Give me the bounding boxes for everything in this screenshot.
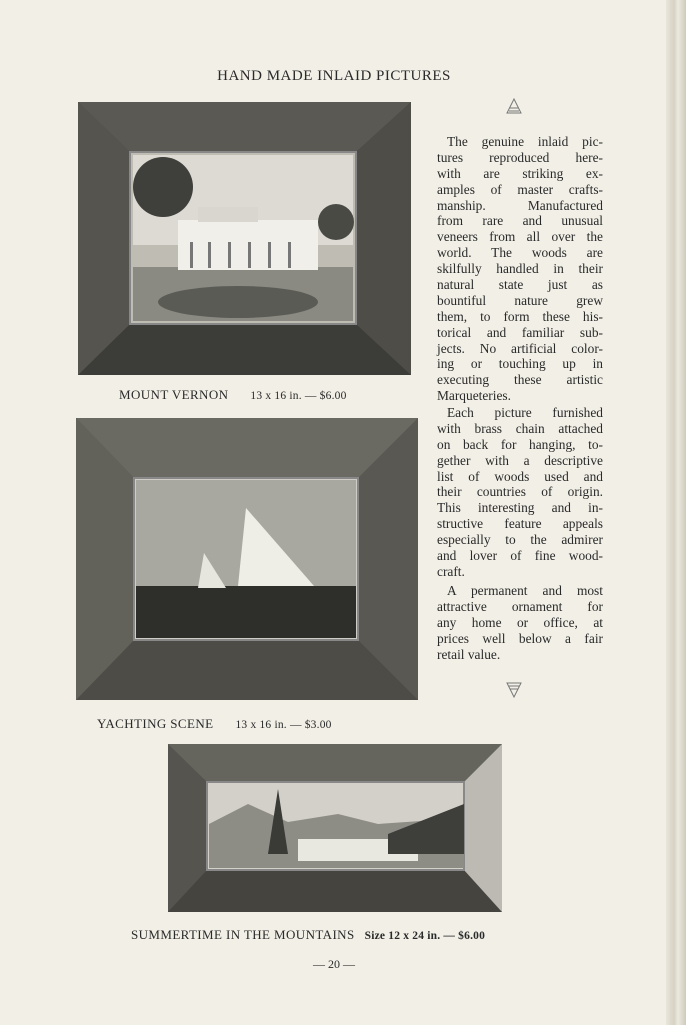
picture-title: YACHTING SCENE bbox=[97, 716, 214, 731]
picture-title: SUMMERTIME IN THE MOUNTAINS bbox=[131, 927, 355, 942]
text-line: jects. No artificial color- bbox=[437, 340, 603, 356]
text-line: amples of master crafts- bbox=[437, 181, 603, 197]
text-line: with are striking ex- bbox=[437, 165, 603, 181]
picture-size-price: 13 x 16 in. — $3.00 bbox=[235, 719, 332, 731]
triangle-ornament-icon bbox=[506, 98, 522, 114]
yachting-scene-picture bbox=[76, 418, 418, 700]
text-line: executing these artistic bbox=[437, 372, 603, 388]
text-line: list of woods used and bbox=[437, 468, 603, 484]
text-line: Each picture furnished bbox=[447, 405, 603, 420]
text-line: gether with a descriptive bbox=[437, 452, 603, 468]
description-paragraph-2 bbox=[437, 405, 603, 580]
text-line: them, to form these his- bbox=[437, 308, 603, 324]
text-line: especially to the admirer bbox=[437, 532, 603, 548]
caption-summertime bbox=[131, 927, 485, 943]
text-line: from rare and unusual bbox=[437, 213, 603, 229]
text-line: with brass chain attached bbox=[437, 420, 603, 436]
inverted-triangle-ornament-icon bbox=[506, 682, 522, 698]
text-line: world. The woods are bbox=[437, 245, 603, 261]
caption-mount-vernon bbox=[119, 387, 347, 403]
text-line: prices well below a fair bbox=[437, 630, 603, 646]
summertime-picture bbox=[168, 744, 502, 912]
text-line: veneers from all over the bbox=[437, 229, 603, 245]
text-line: Marqueteries. bbox=[437, 388, 511, 404]
text-line: any home or office, at bbox=[437, 614, 603, 630]
text-line: attractive ornament for bbox=[437, 598, 603, 614]
text-line: craft. bbox=[437, 563, 465, 579]
mount-vernon-picture bbox=[78, 102, 411, 375]
description-paragraph-3 bbox=[437, 583, 603, 662]
text-line: their countries of origin. bbox=[437, 484, 603, 500]
page-title: HAND MADE INLAID PICTURES bbox=[217, 68, 451, 84]
description-paragraph-1 bbox=[437, 134, 603, 404]
picture-size-price: 13 x 16 in. — $6.00 bbox=[250, 390, 347, 402]
picture-title: MOUNT VERNON bbox=[119, 387, 229, 402]
text-line: natural state just as bbox=[437, 277, 603, 293]
text-line: A permanent and most bbox=[447, 583, 603, 598]
text-line: This interesting and in- bbox=[437, 500, 603, 516]
text-line: structive feature appeals bbox=[437, 516, 603, 532]
text-line: tures reproduced here- bbox=[437, 149, 603, 165]
text-line: torical and familiar sub- bbox=[437, 324, 603, 340]
text-line: manship. Manufactured bbox=[437, 197, 603, 213]
text-line: ing or touching up in bbox=[437, 356, 603, 372]
page-number: — 20 — bbox=[313, 957, 355, 971]
text-line: on back for hanging, to- bbox=[437, 436, 603, 452]
text-line: The genuine inlaid pic- bbox=[447, 134, 603, 149]
text-line: and lover of fine wood- bbox=[437, 548, 603, 564]
page-edge bbox=[666, 0, 686, 1025]
text-line: skilfully handled in their bbox=[437, 261, 603, 277]
text-line: bountiful nature grew bbox=[437, 292, 603, 308]
caption-yachting-scene bbox=[97, 716, 332, 732]
text-line: retail value. bbox=[437, 646, 501, 662]
picture-size-price: Size 12 x 24 in. — $6.00 bbox=[364, 930, 486, 942]
